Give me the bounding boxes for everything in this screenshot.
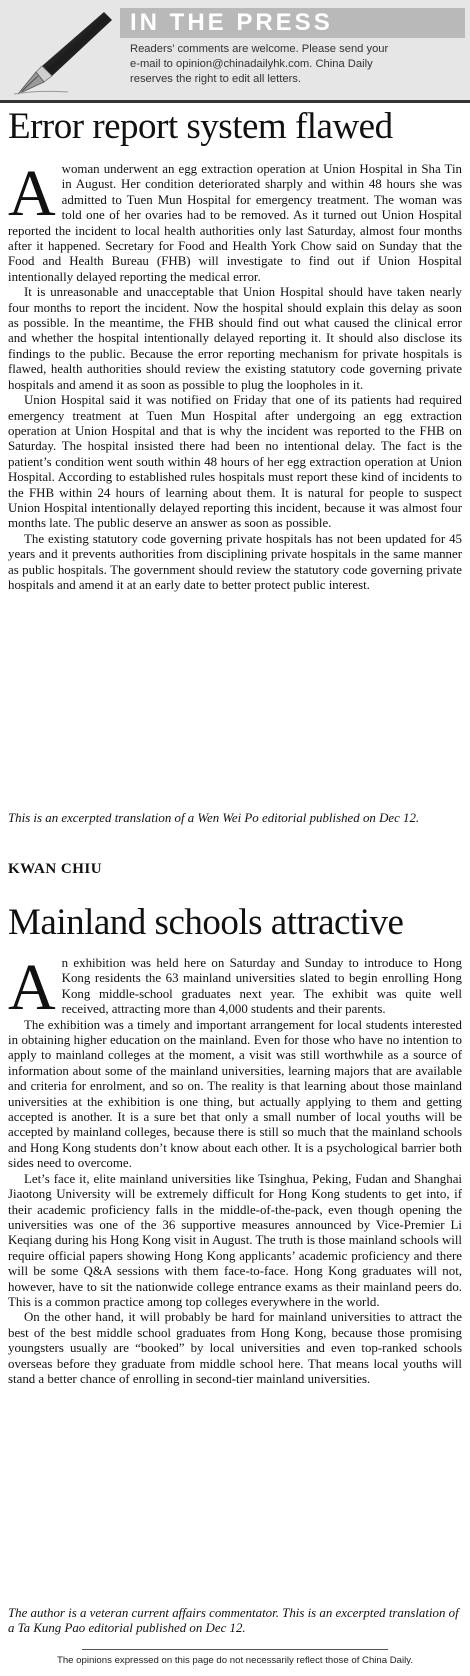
drop-cap: A: [8, 951, 56, 1024]
fountain-pen-icon: [8, 6, 116, 96]
lead-text: woman underwent an egg extraction operation at Union Hospital in Sha Tin in August. Her condition deteriorated sharply and within 48 hours she was admitted to Tuen Mun Hospital for emergency treatment. The woman was told one of her ovaries had to be removed. As it turned out Union Hospital reported the incident to local health authorities only last Saturday, almost four months after it happened. Secretary for Food and Health York Chow said on Sunday that the Food and Health Bureau (FHB) will investigate to find out if Union Hospital intentionally delayed reporting the medical error.: [8, 162, 462, 284]
article-mainland-schools-body: [8, 951, 462, 1387]
lead-paragraph: [8, 157, 462, 285]
paragraph: It is unreasonable and unacceptable that Union Hospital should have taken nearly four months to report the incident. Now the hospital should explain this delay as soon as possible. In the meantime, the FHB should find out what caused the clinical error and whether the hospital intentionally delayed reporting it. It should also disclose its findings to the public. Because the error reporting mechanism for private hospitals is flawed, health authorities should review the existing statutory code governing private hospitals and amend it as soon as possible to plug the loopholes in it.: [8, 285, 462, 392]
in-the-press-banner: [0, 0, 470, 103]
paragraph: On the other hand, it will probably be hard for mainland universities to attract the best of the best middle school graduates from Hong Kong, because those promising youngsters usually are “booked” by local universities and even top-ranked schools overseas before they graduate from middle school here. That means local youths will stand a better chance of enrolling in second-tier mainland universities.: [8, 1310, 462, 1386]
disclaimer-footer: The opinions expressed on this page do not necessarily reflect those of China Daily.: [56, 1655, 414, 1666]
headline-mainland-schools: Mainland schools attractive: [8, 902, 404, 943]
paragraph: Let’s face it, elite mainland universities like Tsinghua, Peking, Fudan and Shanghai Jiaotong University will be extremely difficult for Hong Kong students to get into, if their academic proficiency falls in the middle-of-the-pack, even though opening the universities was one of the 36 supportive measures announced by Vice-Premier Li Keqiang during his Hong Kong visit in August. The truth is those mainland schools will require official papers showing Hong Kong applicants’ academic proficiency and there will be some Q&A sessions with them face-to-face. Hong Kong graduates will not, however, have to sit the nationwide college entrance exams as their mainland peers do. This is a common practice among top colleges everywhere in the world.: [8, 1171, 462, 1309]
lead-text: n exhibition was held here on Saturday and Sunday to introduce to Hong Kong residents the 63 mainland universities slated to begin enrolling Hong Kong middle-school graduates next year. The exhibit was quite well received, attracting more than 4,000 students and their parents.: [61, 956, 462, 1017]
footer-divider: [82, 1649, 388, 1650]
paragraph: The exhibition was a timely and important arrangement for local students interested in obtaining higher education on the mainland. Even for those who have no intention to apply to mainland colleges at the moment, a visit was still worthwhile as a source of information about some of the mainland universities, learning majors that are available and criteria for enrolment, and so on. The reality is that learning about those mainland universities at the exhibition is one thing, but actually applying to them and getting accepted is another. It is a sure bet that only a small number of local youths will be accepted by mainland colleges, because there is still so much that the mainland schools and Hong Kong students don’t know about each other. It is a psychological barrier both sides need to overcome.: [8, 1017, 462, 1171]
section-title: IN THE PRESS: [120, 8, 465, 38]
paragraph: The existing statutory code governing private hospitals has not been updated for 45 years and it prevents authorities from disciplining private hospitals in the same manner as public hospitals. The government should review the statutory code governing private hospitals and amend it at an early date to better protect public interest.: [8, 531, 462, 592]
headline-error-report: Error report system flawed: [8, 106, 393, 147]
paragraph: Union Hospital said it was notified on Friday that one of its patients had required emergency treatment at Tuen Mun Hospital after undergoing an egg extraction operation at Union Hospital and that is why the incident was reported to the FHB on Saturday. The hospital insisted there had been no intentional delay. The fact is the patient’s condition went south within 48 hours of her egg extraction operation at Union Hospital. According to established rules hospitals must report these kind of incidents to the FHB within 24 hours of learning about them. It is natural for people to suspect Union Hospital intentionally delayed reporting this incident, because it was almost four months late. The public deserve an answer as soon as possible.: [8, 393, 462, 531]
lead-paragraph: [8, 951, 462, 1024]
drop-cap: A: [8, 157, 56, 230]
author-note: The author is a veteran current affairs commentator. This is an excerpted translation of a Ta Kung Pao editorial published on Dec 12.: [8, 1606, 459, 1636]
editorial-source-note: This is an excerpted translation of a Wen Wei Po editorial published on Dec 12.: [8, 811, 420, 825]
readers-comments-note: Readers’ comments are welcome. Please send your e-mail to opinion@chinadailyhk.com. China Daily reserves the right to edit all letters.: [130, 43, 389, 85]
author-byline: KWAN CHIU: [8, 861, 103, 877]
article-error-report-body: [8, 157, 462, 593]
